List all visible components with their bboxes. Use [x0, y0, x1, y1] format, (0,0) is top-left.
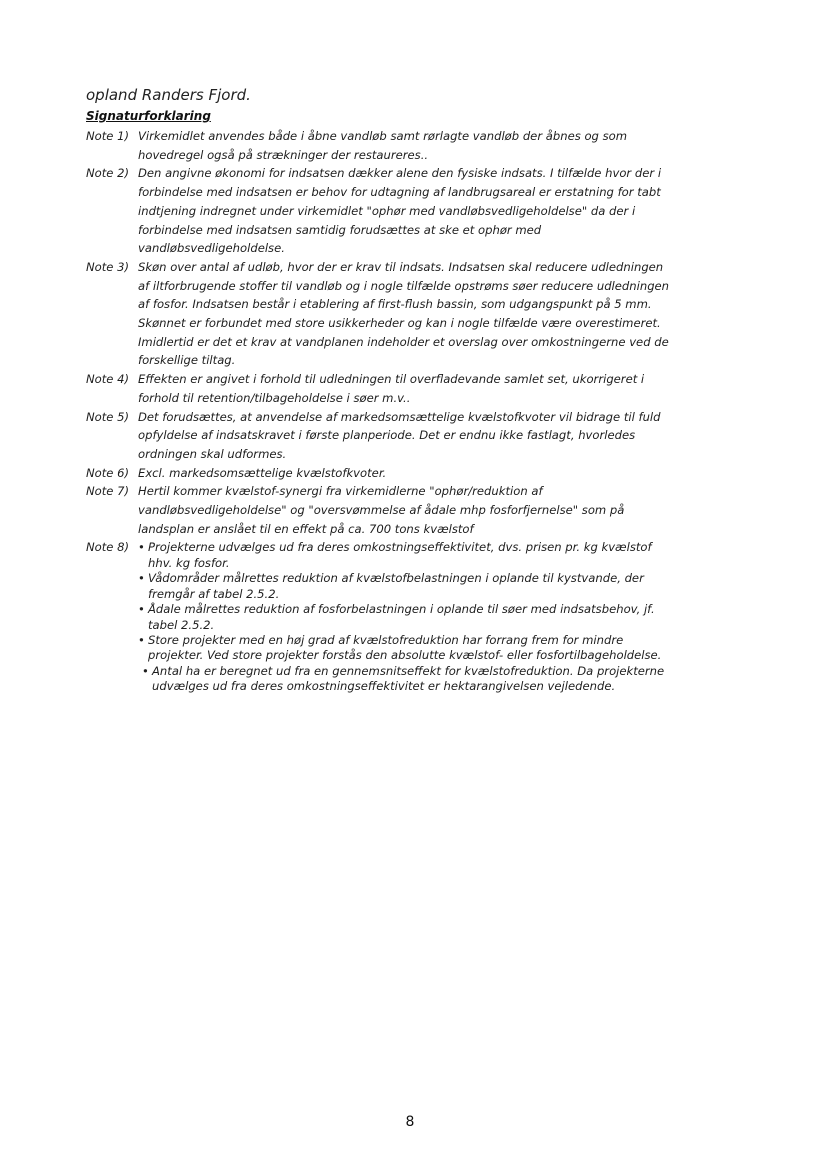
- lead-text: opland Randers Fjord.: [86, 86, 251, 104]
- note-label: Note 3): [86, 259, 130, 274]
- bullet-item: [138, 571, 676, 602]
- note-text: Excl. markedsomsættelige kvælstofkvoter.: [138, 465, 387, 480]
- note-label: Note 8): [86, 540, 130, 555]
- bullet-item: [138, 602, 676, 633]
- bullet-icon: •: [142, 663, 149, 678]
- note-label: Note 1): [86, 129, 130, 143]
- note-item: [86, 408, 676, 464]
- bullet-icon: •: [138, 571, 145, 586]
- bullet-text: Projekterne udvælges ud fra deres omkostningseffektivitet, dvs. prisen pr. kg kvælstof hhv. kg fosfor.: [148, 540, 652, 570]
- note-text: Det forudsættes, at anvendelse af markedsomsættelige kvælstofkvoter vil bidrage til fuld opfyldelse af indsatskravet i første planperiode. Det er endnu ikke fastlagt, hvorledes ordningen skal udformes.: [138, 409, 661, 461]
- bullet-item: [138, 633, 676, 664]
- bullet-text: Ådale målrettes reduktion af fosforbelastningen i oplande til søer med indsatsbehov, jf. tabel 2.5.2.: [148, 602, 655, 632]
- note-item: [86, 164, 676, 258]
- notes-list: [86, 127, 676, 695]
- note-text: Virkemidlet anvendes både i åbne vandløb samt rørlagte vandløb der åbnes og som hovedregel også på strækninger der restaureres..: [138, 129, 628, 162]
- bullet-list: [138, 538, 676, 694]
- bullet-item: [138, 540, 676, 571]
- note-text: Hertil kommer kvælstof-synergi fra virkemidlerne "ophør/reduktion af vandløbsvedligeholdelse" og "oversvømmelse af ådale mhp fosforfjernelse" som på landsplan er anslået til en effekt på ca. 700 tons kvælstof: [138, 484, 625, 536]
- note-text: Den angivne økonomi for indsatsen dækker alene den fysiske indsats. I tilfælde hvor der i forbindelse med indsatsen er behov for udtagning af landbrugsareal er erstatning for tabt indtjening indregnet under virkemidlet "ophør med vandløbsvedligeholdelse" da der i forbindelse med indsatsen samtidig forudsættes at ske et ophør med vandløbsvedligeholdelse.: [138, 166, 662, 256]
- note-item: [86, 258, 676, 370]
- note-item: [86, 127, 676, 164]
- note-label: Note 4): [86, 372, 130, 387]
- bullet-text: Store projekter med en høj grad af kvælstofreduktion har forrang frem for mindre projekter. Ved store projekter forstås den absolutte kvælstof- eller fosfortilbageholdelse.: [148, 632, 662, 663]
- bullet-text: Vådområder målrettes reduktion af kvælstofbelastningen i oplande til kystvande, der fremgår af tabel 2.5.2.: [148, 571, 644, 601]
- note-label: Note 7): [86, 484, 130, 499]
- note-label: Note 2): [86, 166, 130, 181]
- note-label: Note 5): [86, 409, 130, 424]
- note-item: [86, 482, 676, 538]
- bullet-icon: •: [138, 632, 145, 647]
- note-item: [86, 370, 676, 407]
- note-item-8: [86, 538, 676, 694]
- page-number: 8: [405, 1114, 415, 1130]
- note-text: Skøn over antal af udløb, hvor der er krav til indsats. Indsatsen skal reducere udledningen af iltforbrugende stoffer til vandløb og i nogle tilfælde opstrøms søer reducere udledningen af fosfor. Indsatsen består i etablering af first-flush bassin, som udgangspunkt på 5 mm. Skønnet er forbundet med store usikkerheder og kan i nogle tilfælde være overestimeret. Imidlertid er det et krav at vandplanen indeholder et overslag over omkostningerne ved de forskellige tiltag.: [138, 259, 670, 368]
- note-text: Effekten er angivet i forhold til udledningen til overfladevande samlet set, ukorrigeret i forhold til retention/tilbageholdelse i søer m.v..: [138, 372, 645, 405]
- bullet-text: Antal ha er beregnet ud fra en gennemsnitseffekt for kvælstofreduktion. Da projekterne udvælges ud fra deres omkostningseffektivitet er hektarangivelsen vejledende.: [152, 663, 665, 694]
- bullet-item: [138, 664, 676, 695]
- note-item: [86, 464, 676, 483]
- note-label: Note 6): [86, 465, 130, 480]
- bullet-icon: •: [138, 540, 145, 555]
- bullet-icon: •: [138, 602, 145, 617]
- section-heading: Signaturforklaring: [86, 109, 211, 123]
